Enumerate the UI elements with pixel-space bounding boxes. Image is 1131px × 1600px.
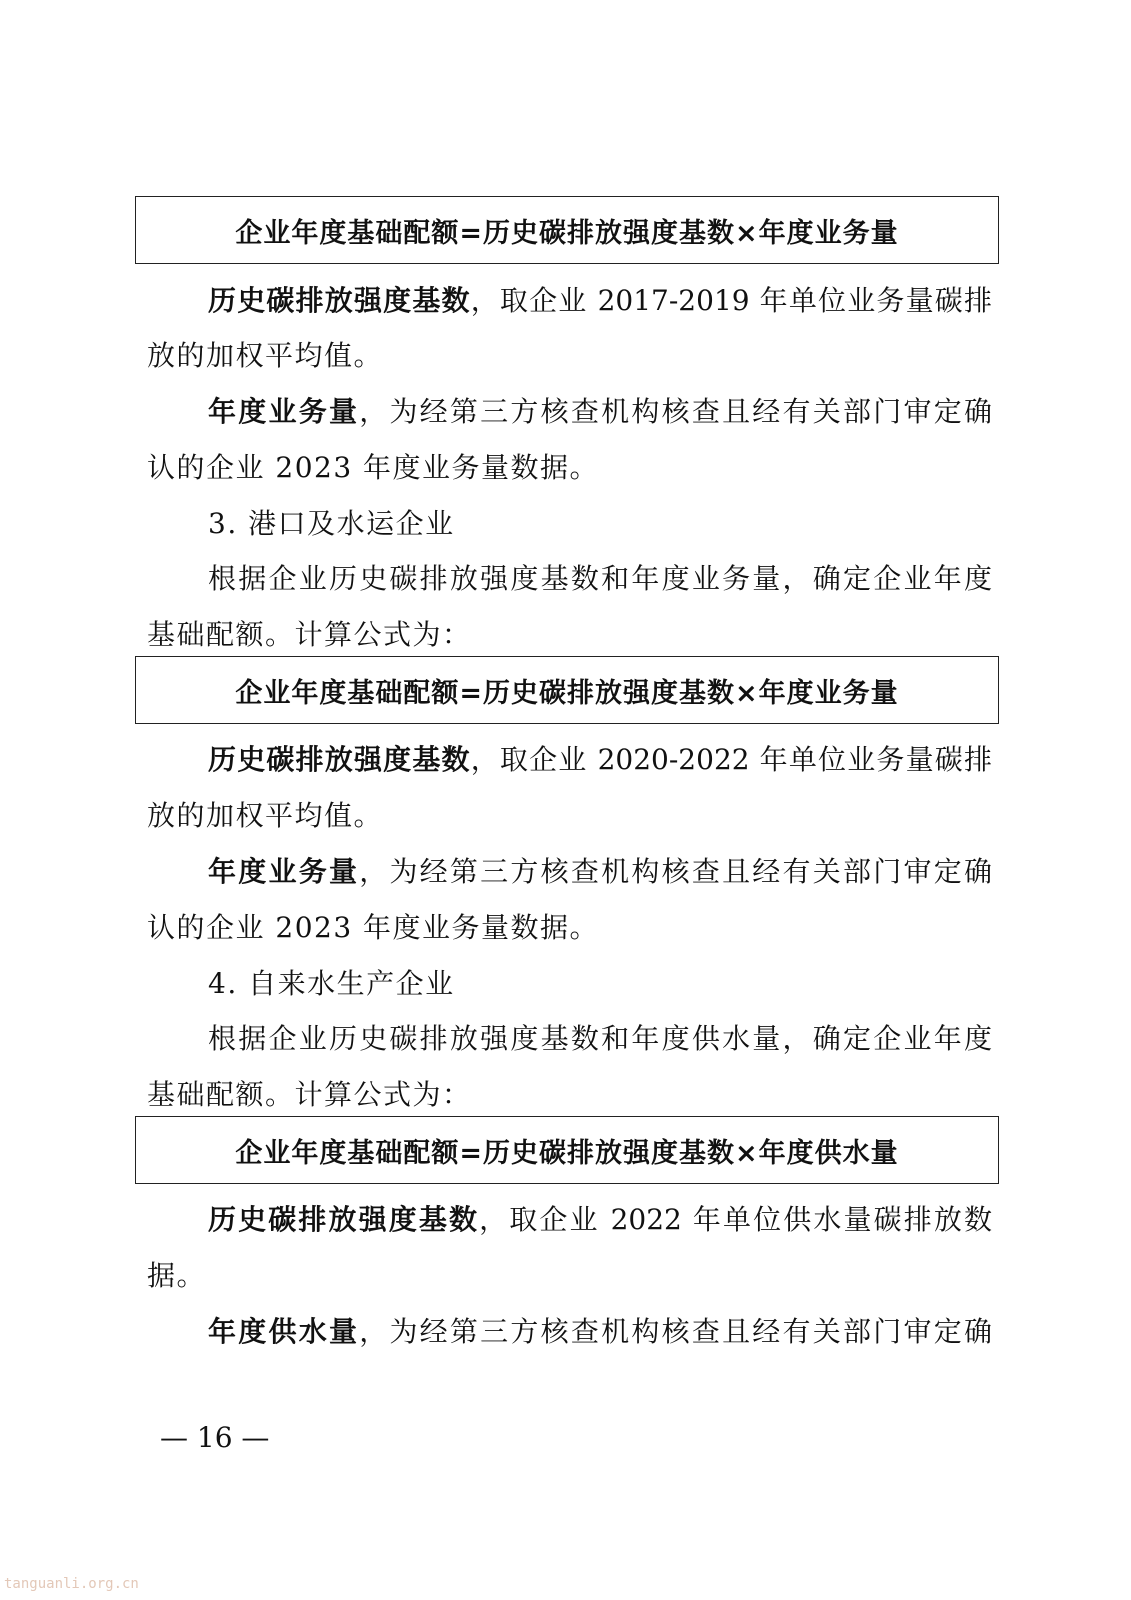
term-bold: 年度业务量 bbox=[208, 395, 360, 428]
paragraph-line bbox=[147, 796, 992, 836]
paragraph-text: ，为经第三方核查机构核查且经有关部门审定确 bbox=[359, 1315, 992, 1348]
paragraph-line bbox=[147, 1256, 992, 1296]
paragraph-text: 基础配额。计算公式为： bbox=[147, 618, 472, 651]
term-bold: 历史碳排放强度基数 bbox=[208, 743, 471, 776]
paragraph-text: ，为经第三方核查机构核查且经有关部门审定确 bbox=[359, 395, 992, 428]
formula-text: 企业年度基础配额=历史碳排放强度基数×年度业务量 bbox=[235, 677, 899, 709]
formula-box-1 bbox=[135, 196, 999, 264]
paragraph-text: ，取企业 2022 年单位供水量碳排放数 bbox=[479, 1203, 992, 1236]
paragraph-line bbox=[147, 336, 992, 376]
paragraph-text: ，为经第三方核查机构核查且经有关部门审定确 bbox=[359, 855, 992, 888]
section-heading bbox=[208, 964, 992, 1004]
paragraph-line bbox=[208, 1312, 992, 1352]
paragraph-line bbox=[208, 740, 992, 780]
page-number: — 16 — bbox=[160, 1421, 270, 1454]
watermark: tanguanli.org.cn bbox=[4, 1576, 139, 1592]
formula-text: 企业年度基础配额=历史碳排放强度基数×年度供水量 bbox=[235, 1137, 899, 1169]
paragraph-text: 放的加权平均值。 bbox=[147, 799, 384, 832]
formula-box-2 bbox=[135, 656, 999, 724]
section-heading-text: 3. 港口及水运企业 bbox=[208, 507, 455, 540]
paragraph-line bbox=[147, 448, 992, 488]
term-bold: 历史碳排放强度基数 bbox=[208, 284, 471, 317]
section-heading bbox=[208, 504, 992, 544]
paragraph-line bbox=[208, 1019, 992, 1059]
paragraph-text: ，取企业 2020-2022 年单位业务量碳排 bbox=[470, 743, 992, 776]
term-bold: 历史碳排放强度基数 bbox=[208, 1203, 480, 1236]
paragraph-line bbox=[208, 852, 992, 892]
paragraph-line bbox=[208, 1200, 992, 1240]
paragraph-line bbox=[147, 1075, 992, 1115]
paragraph-text: 根据企业历史碳排放强度基数和年度供水量，确定企业年度 bbox=[208, 1022, 992, 1055]
paragraph-line bbox=[208, 281, 992, 321]
paragraph-text: 放的加权平均值。 bbox=[147, 339, 384, 372]
section-heading-text: 4. 自来水生产企业 bbox=[208, 967, 455, 1000]
paragraph-line bbox=[208, 559, 992, 599]
formula-text: 企业年度基础配额=历史碳排放强度基数×年度业务量 bbox=[235, 217, 899, 249]
paragraph-line bbox=[147, 615, 992, 655]
paragraph-text: 根据企业历史碳排放强度基数和年度业务量，确定企业年度 bbox=[208, 562, 992, 595]
paragraph-text: 认的企业 2023 年度业务量数据。 bbox=[147, 911, 600, 944]
paragraph-text: 基础配额。计算公式为： bbox=[147, 1078, 472, 1111]
term-bold: 年度业务量 bbox=[208, 855, 360, 888]
formula-box-3 bbox=[135, 1116, 999, 1184]
term-bold: 年度供水量 bbox=[208, 1315, 360, 1348]
paragraph-text: ，取企业 2017-2019 年单位业务量碳排 bbox=[470, 284, 992, 317]
paragraph-line bbox=[208, 392, 992, 432]
paragraph-line bbox=[147, 908, 992, 948]
paragraph-text: 认的企业 2023 年度业务量数据。 bbox=[147, 451, 600, 484]
paragraph-text: 据。 bbox=[147, 1259, 207, 1292]
